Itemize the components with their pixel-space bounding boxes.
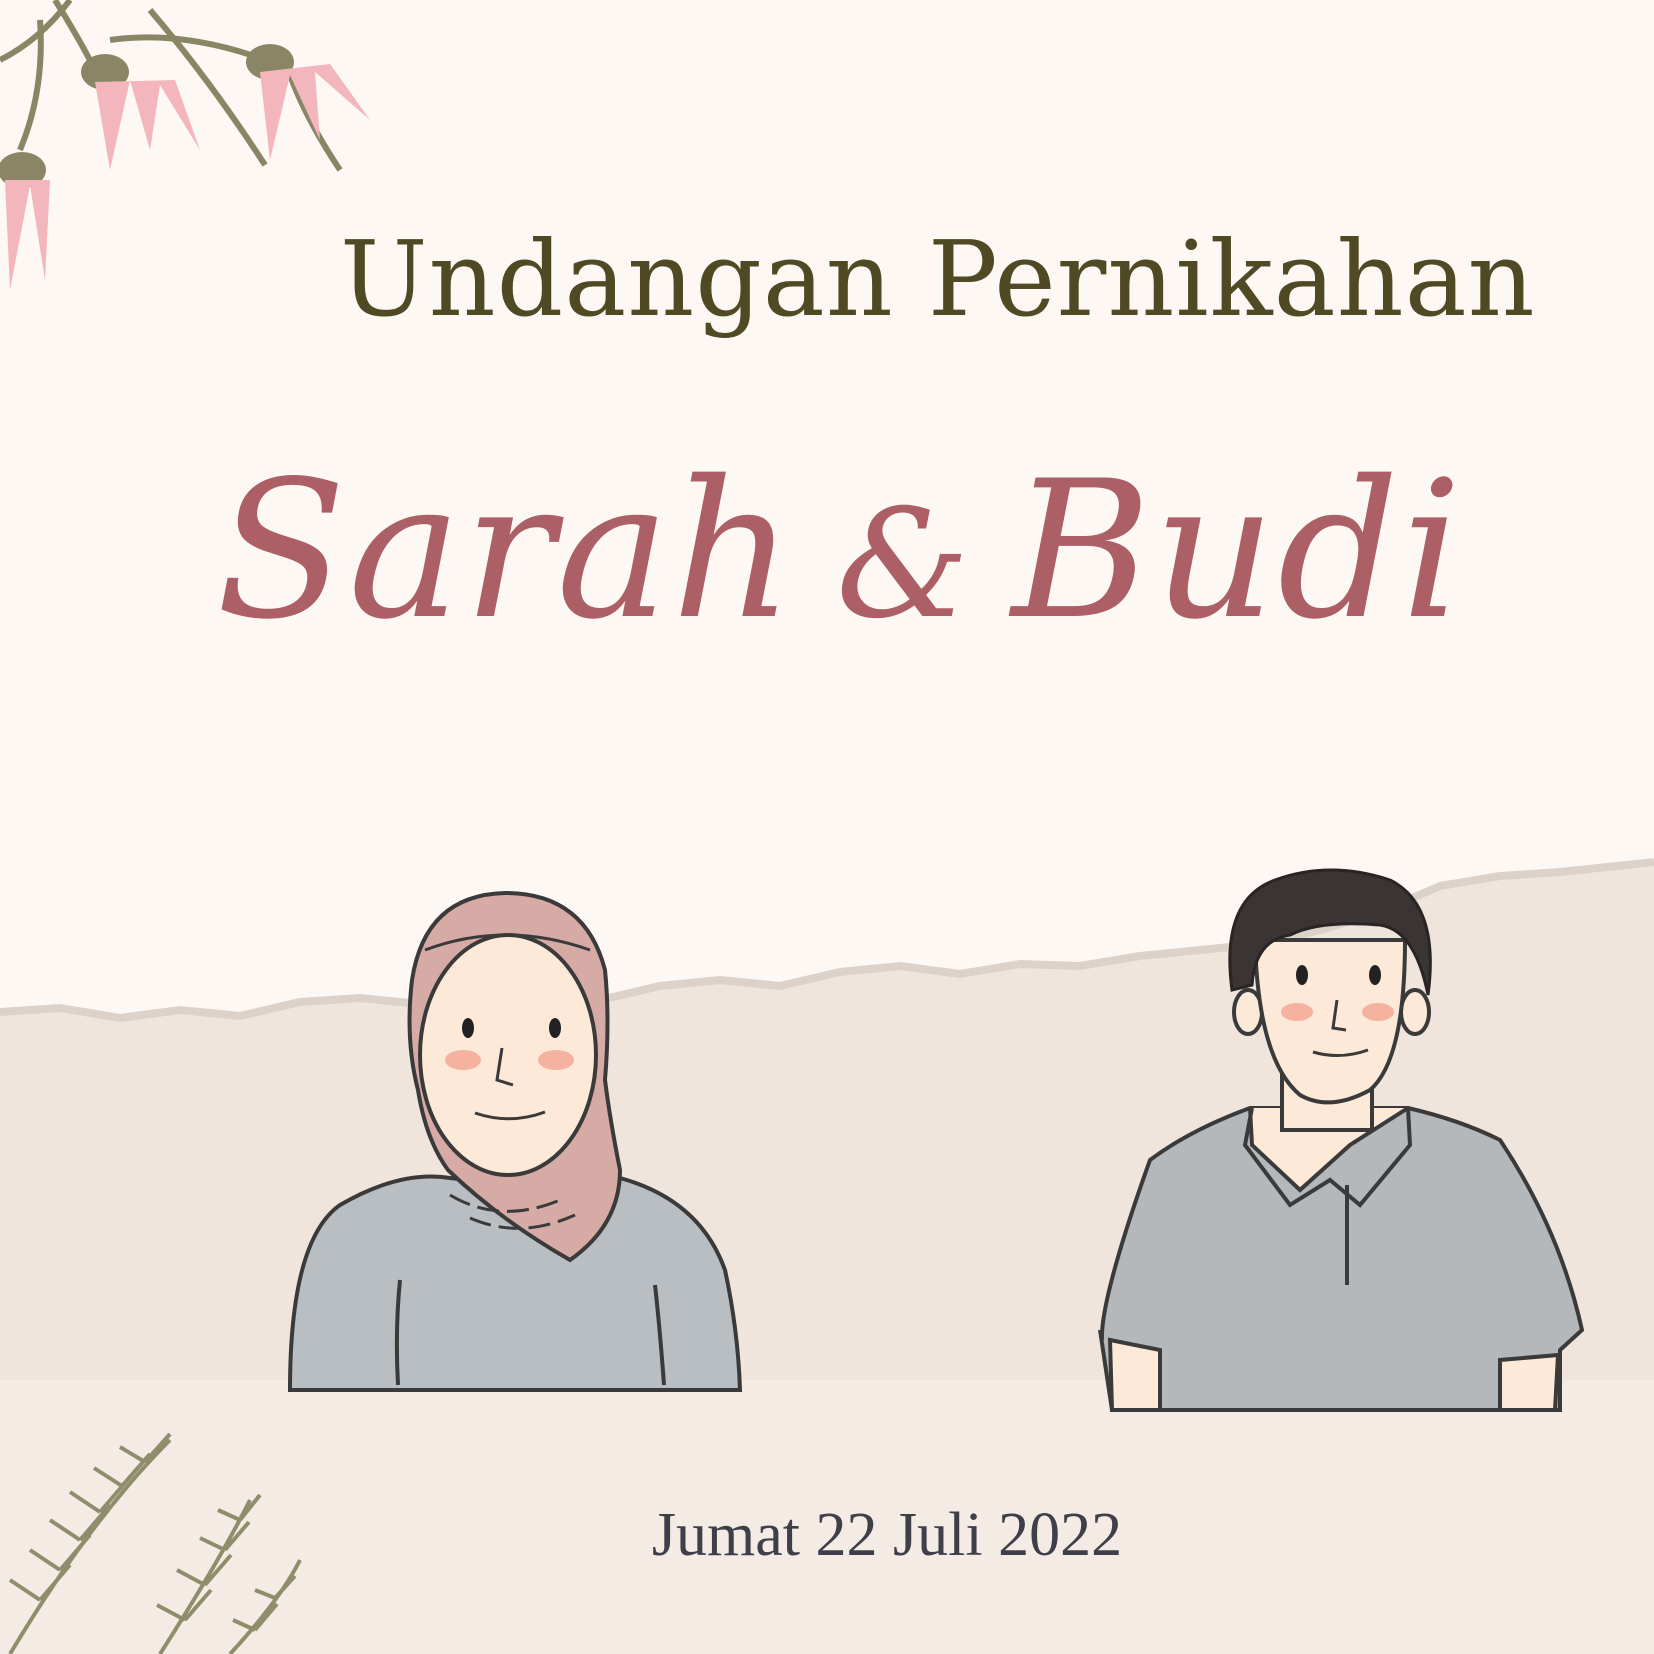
invitation-title: Undangan Pernikahan (340, 218, 1536, 340)
groom-name: Budi (1011, 440, 1464, 661)
couple-names (150, 440, 1530, 661)
bride-name: Sarah (216, 440, 796, 661)
ampersand: & (836, 478, 972, 652)
wedding-date: Jumat 22 Juli 2022 (651, 1501, 1123, 1569)
